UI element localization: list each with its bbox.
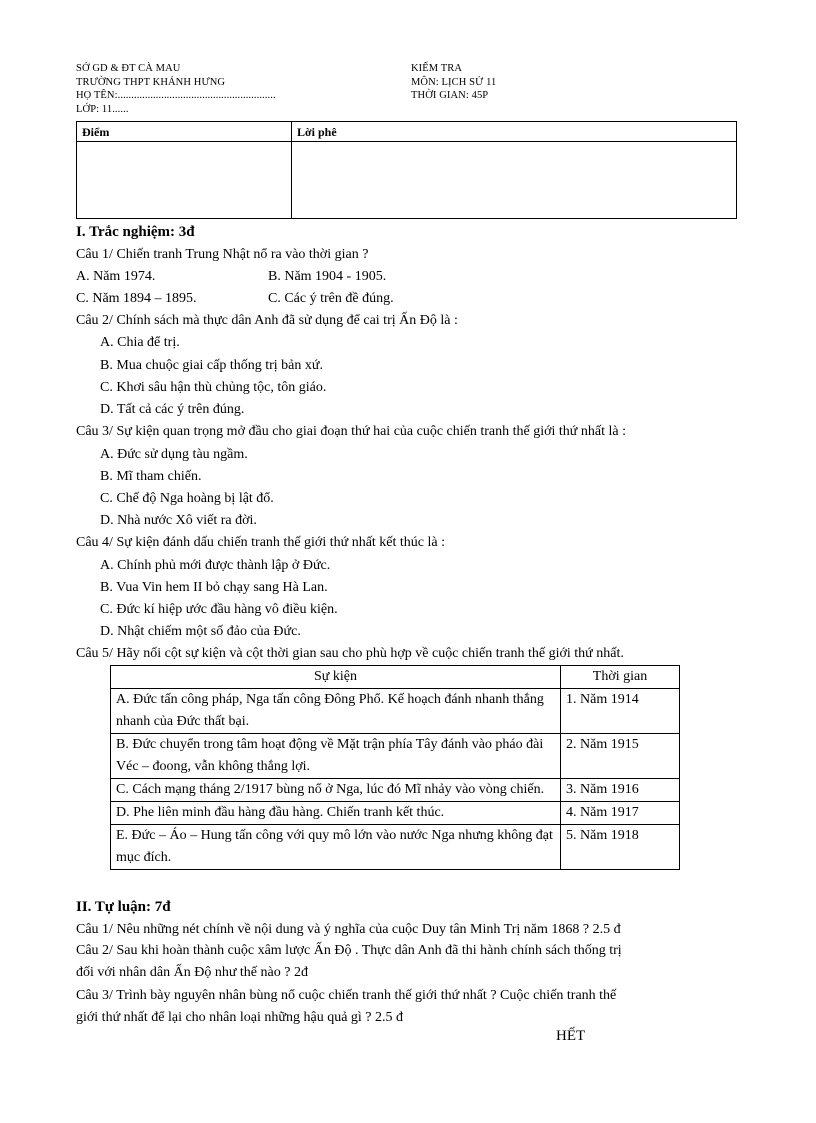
q1-option-a: A. Năm 1974. (76, 269, 156, 284)
essay-question-2: Câu 2/ Sau khi hoàn thành cuộc xâm lược Ấn Độ . Thực dân Anh đã thi hành chính sách thống trị (76, 943, 622, 958)
q4-option: A. Chính phủ mới được thành lập ở Đức. (100, 558, 331, 573)
table-row (111, 802, 680, 825)
event-cell: A. Đức tấn công pháp, Nga tấn công Đông Phổ. Kế hoạch đánh nhanh thắng nhanh của Đức thất bại. (111, 689, 561, 734)
name-field: HỌ TÊN:.......................................................... (76, 90, 276, 101)
q3-option: B. Mĩ tham chiến. (100, 469, 202, 484)
q1-stem: Câu 1/ Chiến tranh Trung Nhật nổ ra vào thời gian ? (76, 247, 369, 262)
table-row (111, 825, 680, 870)
table-header-row (111, 666, 680, 689)
essay-question-3-cont: giới thứ nhất để lại cho nhân loại những hậu quả gì ? 2.5 đ (76, 1010, 404, 1025)
grade-box (76, 121, 737, 219)
part2-title: II. Tự luận: 7đ (76, 899, 171, 915)
matching-table (110, 665, 680, 870)
q4-stem: Câu 4/ Sự kiện đánh dấu chiến tranh thế giới thứ nhất kết thúc là : (76, 535, 445, 550)
q5-stem: Câu 5/ Hãy nối cột sự kiện và cột thời gian sau cho phù hợp về cuộc chiến tranh thế giới thứ nhất. (76, 646, 624, 661)
time-cell: 4. Năm 1917 (561, 802, 680, 825)
score-label: Điểm (82, 125, 110, 139)
time-column-header: Thời gian (561, 666, 680, 689)
q4-option: B. Vua Vin hem II bỏ chạy sang Hà Lan. (100, 580, 328, 595)
comment-label: Lời phê (297, 125, 337, 139)
subject: MÔN: LỊCH SỬ 11 (411, 76, 497, 88)
class-field: LỚP: 11...... (76, 103, 129, 115)
end-marker: HẾT (556, 1028, 586, 1044)
q3-option: A. Đức sử dụng tàu ngầm. (100, 447, 248, 462)
header-right (411, 62, 496, 103)
q2-stem: Câu 2/ Chính sách mà thực dân Anh đã sử dụng để cai trị Ấn Độ là : (76, 313, 458, 328)
time-cell: 1. Năm 1914 (561, 689, 680, 734)
q1-option-c: C. Năm 1894 – 1895. (76, 291, 197, 306)
event-cell: C. Cách mạng tháng 2/1917 bùng nổ ở Nga, lúc đó Mĩ nhảy vào vòng chiến. (111, 779, 561, 802)
header-left (76, 62, 276, 116)
q2-option: D. Tất cả các ý trên đúng. (100, 402, 245, 417)
event-cell: E. Đức – Áo – Hung tấn công với quy mô lớn vào nước Nga nhưng không đạt mục đích. (111, 825, 561, 870)
part1-title: I. Trắc nghiệm: 3đ (76, 224, 195, 240)
q2-option: A. Chia để trị. (100, 335, 180, 350)
table-row (111, 779, 680, 802)
q4-option: D. Nhật chiếm một số đảo của Đức. (100, 624, 301, 639)
q2-option: B. Mua chuộc giai cấp thống trị bản xứ. (100, 358, 323, 373)
event-cell: B. Đức chuyển trong tâm hoạt động về Mặt trận phía Tây đánh vào pháo đài Véc – đoong, vẫn không thắng lợi. (111, 734, 561, 779)
q3-option: C. Chế độ Nga hoàng bị lật đổ. (100, 491, 274, 506)
q4-option: C. Đức kí hiệp ước đầu hàng vô điều kiện. (100, 602, 338, 617)
table-row (111, 734, 680, 779)
event-cell: D. Phe liên minh đầu hàng đầu hàng. Chiến tranh kết thúc. (111, 802, 561, 825)
q1-option-d: C. Các ý trên đề đúng. (268, 291, 394, 306)
essay-question-1: Câu 1/ Nêu những nét chính về nội dung và ý nghĩa của cuộc Duy tân Minh Trị năm 1868 ? 2.5 đ (76, 922, 621, 937)
q3-option: D. Nhà nước Xô viết ra đời. (100, 513, 257, 528)
event-column-header: Sự kiện (111, 666, 561, 689)
essay-question-3: Câu 3/ Trình bày nguyên nhân bùng nổ cuộc chiến tranh thế giới thứ nhất ? Cuộc chiến tranh thế (76, 988, 617, 1003)
q3-stem: Câu 3/ Sự kiện quan trọng mở đầu cho giai đoạn thứ hai của cuộc chiến tranh thế giới thứ nhất là : (76, 424, 626, 439)
school: TRƯỜNG THPT KHÁNH HƯNG (76, 76, 226, 88)
duration: THỜI GIAN: 45P (411, 90, 489, 101)
time-cell: 5. Năm 1918 (561, 825, 680, 870)
department: SỞ GD & ĐT CÀ MAU (76, 63, 181, 74)
essay-question-2-cont: đối với nhân dân Ấn Độ như thế nào ? 2đ (76, 965, 308, 980)
time-cell: 2. Năm 1915 (561, 734, 680, 779)
q2-option: C. Khơi sâu hận thù chủng tộc, tôn giáo. (100, 380, 327, 395)
time-cell: 3. Năm 1916 (561, 779, 680, 802)
exam-title: KIỂM TRA (411, 63, 463, 74)
table-row (111, 689, 680, 734)
q1-option-b: B. Năm 1904 - 1905. (268, 269, 387, 284)
